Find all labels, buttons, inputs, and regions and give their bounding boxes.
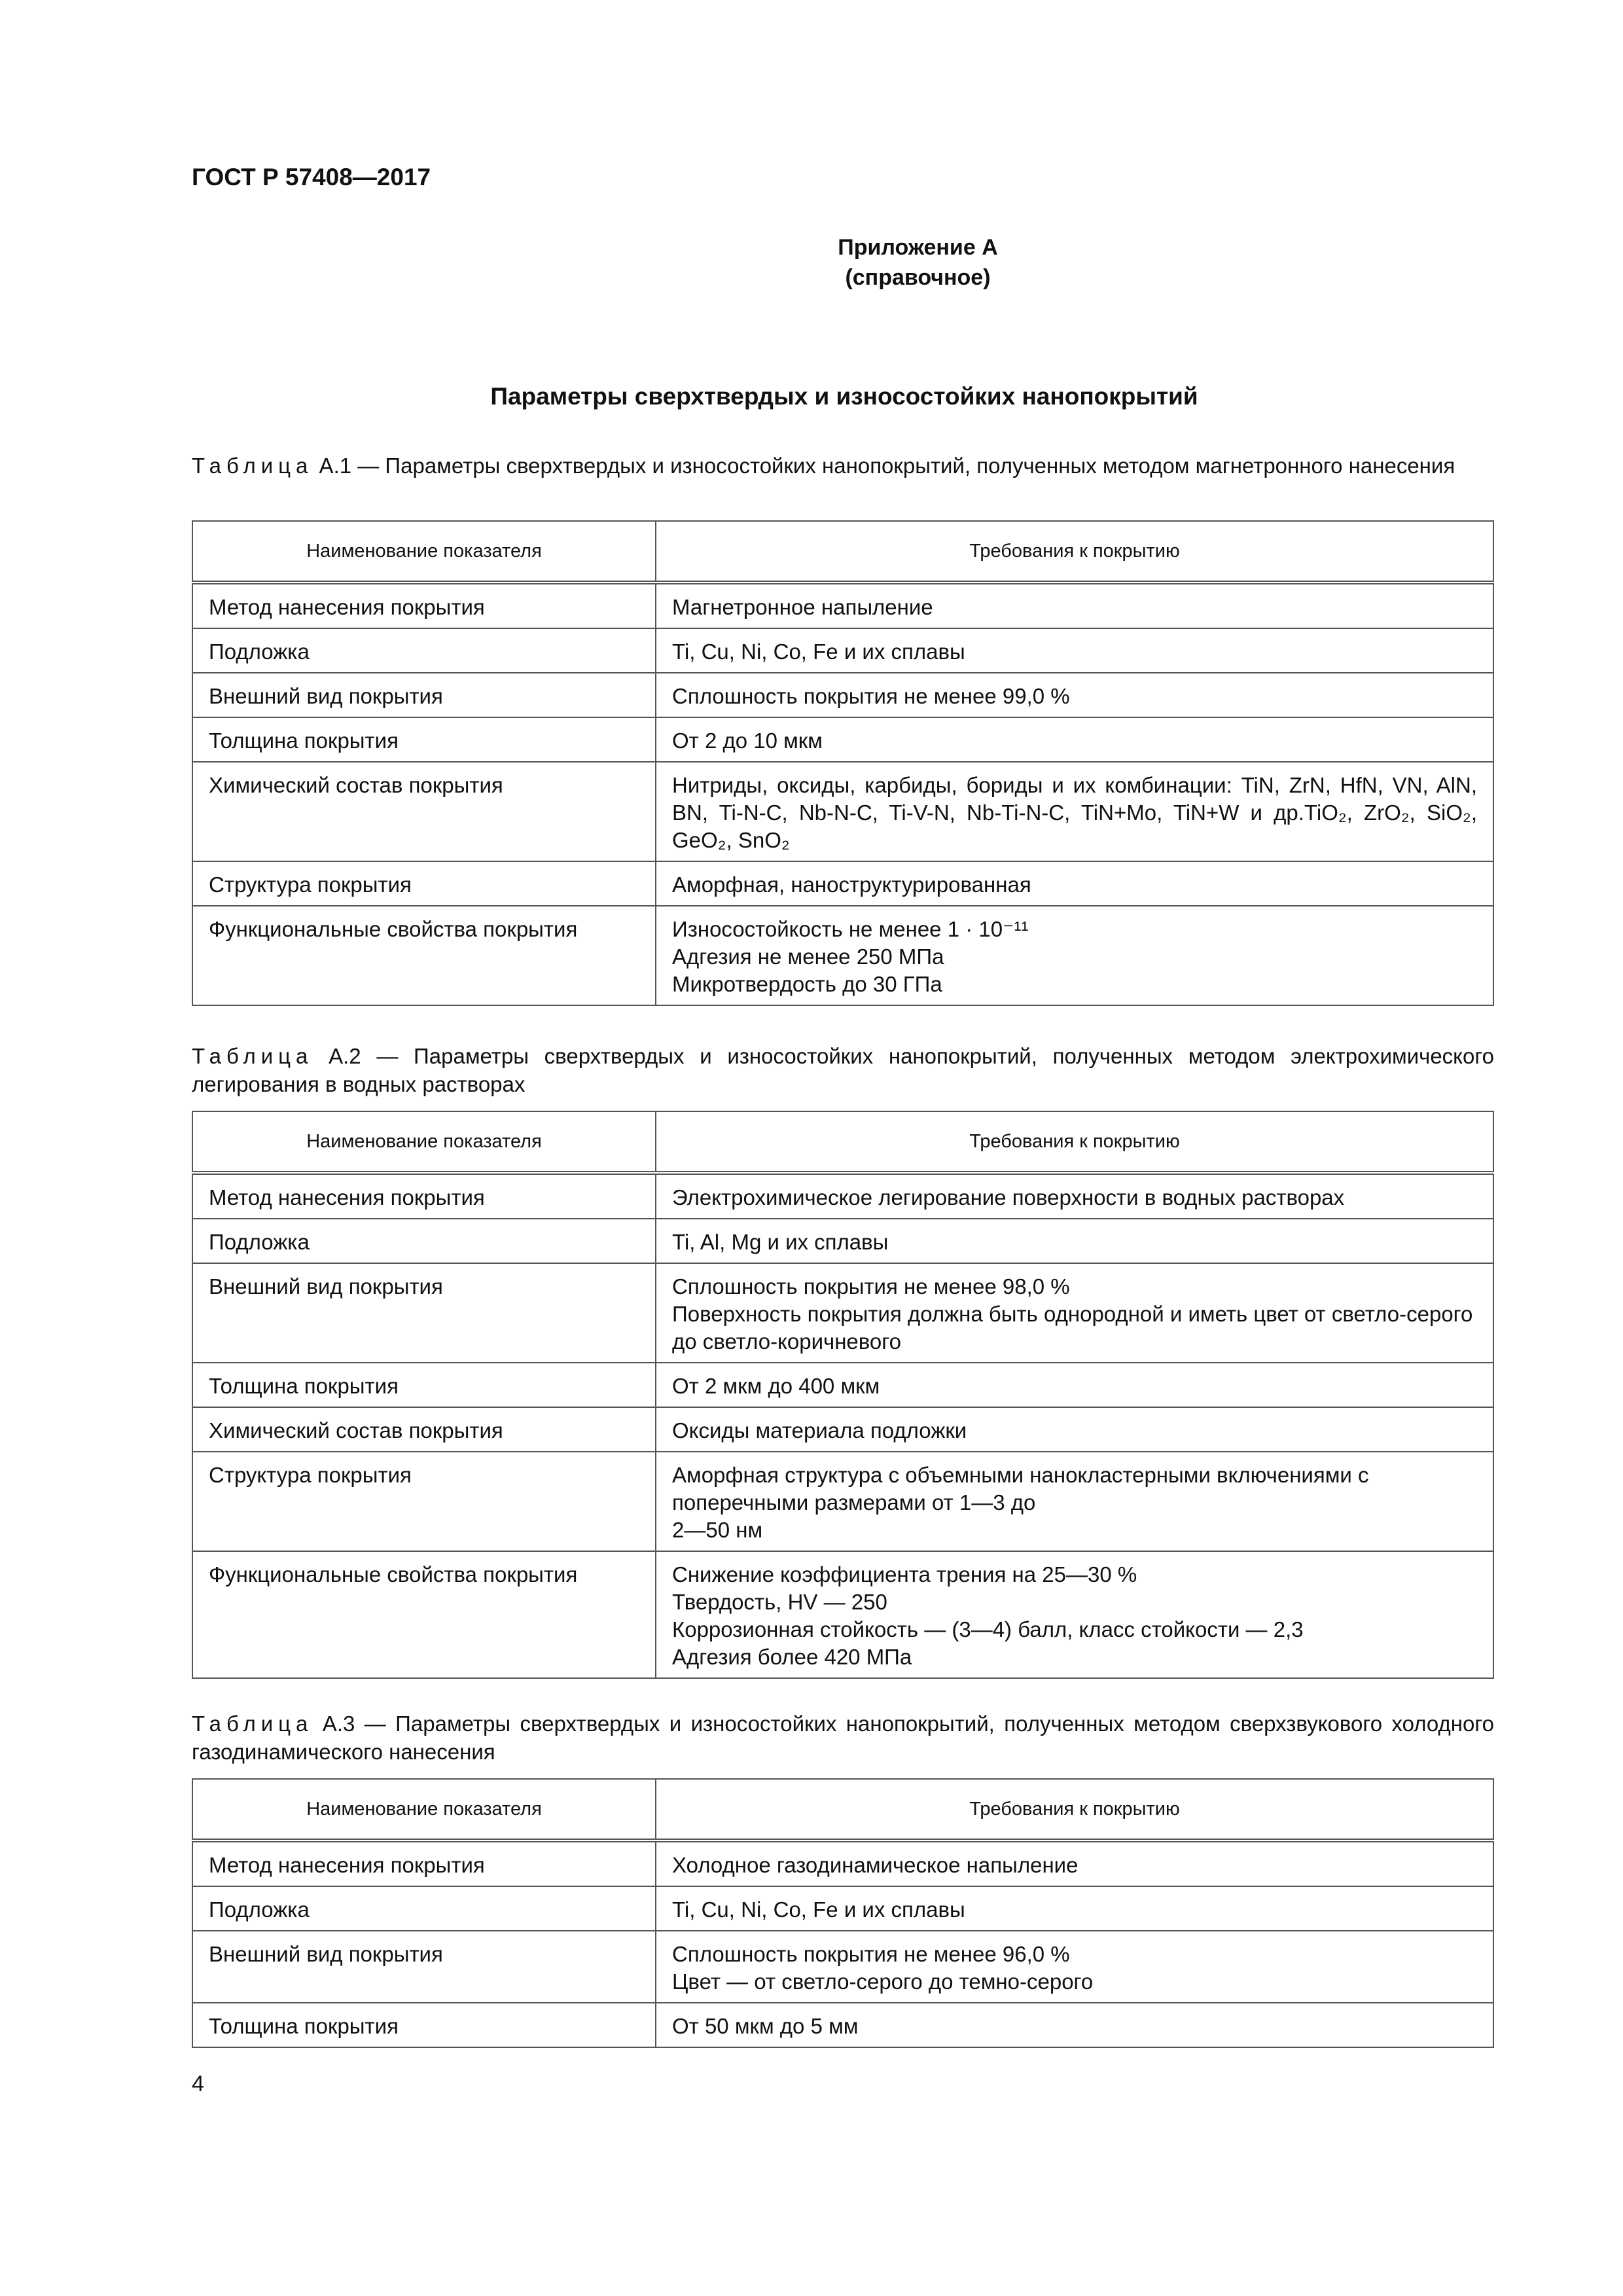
table-a3-caption-label: Таблица (192, 1712, 313, 1736)
parameter-name: Метод нанесения покрытия (192, 1173, 656, 1219)
table-a2-caption-text: А.2 — Параметры сверхтвердых и износостойких нанопокрытий, полученных методом электрохимического легирования в водных растворах (192, 1044, 1494, 1096)
parameter-value: От 2 до 10 мкм (656, 717, 1493, 762)
parameter-value: Оксиды материала подложки (656, 1407, 1493, 1452)
parameter-value: Ti, Al, Mg и их сплавы (656, 1219, 1493, 1263)
parameter-value: Ti, Cu, Ni, Co, Fe и их сплавы (656, 1886, 1493, 1931)
table-a1-caption-text: А.1 — Параметры сверхтвердых и износостойких нанопокрытий, полученных методом магнетронного нанесения (313, 454, 1455, 478)
table-row (192, 1931, 1493, 2003)
table-a1 (192, 520, 1494, 1006)
table-row (192, 717, 1493, 762)
table-row (192, 1173, 1493, 1219)
parameter-value: От 2 мкм до 400 мкм (656, 1363, 1493, 1407)
parameter-value: От 50 мкм до 5 мм (656, 2003, 1493, 2047)
parameter-value: Сплошность покрытия не менее 99,0 % (656, 673, 1493, 717)
parameter-name: Толщина покрытия (192, 717, 656, 762)
table-row (192, 1840, 1493, 1886)
table-header-row (192, 1111, 1493, 1173)
parameter-name: Внешний вид покрытия (192, 1263, 656, 1363)
parameter-value: Аморфная, наноструктурированная (656, 861, 1493, 906)
section-title (0, 383, 1623, 410)
parameter-name: Химический состав покрытия (192, 762, 656, 861)
parameter-name: Подложка (192, 1886, 656, 1931)
column-header-requirements: Требования к покрытию (656, 521, 1493, 583)
table-header-row (192, 521, 1493, 583)
table-a3-caption-text: А.3 — Параметры сверхтвердых и износостойких нанопокрытий, полученных методом сверхзвукового холодного газодинамического нанесения (192, 1712, 1494, 1764)
table-header-row (192, 1779, 1493, 1840)
parameter-name: Внешний вид покрытия (192, 1931, 656, 2003)
table-a1-caption-label: Таблица (192, 454, 313, 478)
parameter-value: Магнетронное напыление (656, 583, 1493, 628)
table-row (192, 1886, 1493, 1931)
appendix-heading (0, 232, 1623, 293)
column-header-requirements: Требования к покрытию (656, 1111, 1493, 1173)
parameter-name: Химический состав покрытия (192, 1407, 656, 1452)
parameter-name: Внешний вид покрытия (192, 673, 656, 717)
table-a2-caption (192, 1042, 1494, 1098)
table-a2 (192, 1111, 1494, 1679)
column-header-parameter: Наименование показателя (192, 1111, 656, 1173)
column-header-requirements: Требования к покрытию (656, 1779, 1493, 1840)
table-row (192, 1407, 1493, 1452)
parameter-name: Метод нанесения покрытия (192, 583, 656, 628)
parameter-value: Снижение коэффициента трения на 25—30 % Твердость, HV — 250 Коррозионная стойкость — (3—4) балл, класс стойкости — 2,3 Адгезия более 420 МПа (656, 1551, 1493, 1678)
document-id: ГОСТ Р 57408—2017 (192, 164, 431, 190)
parameter-name: Подложка (192, 1219, 656, 1263)
table-row (192, 583, 1493, 628)
parameter-name: Функциональные свойства покрытия (192, 906, 656, 1005)
appendix-title: Приложение А (838, 235, 998, 260)
table-row (192, 673, 1493, 717)
table-a3-caption (192, 1710, 1494, 1766)
parameter-name: Подложка (192, 628, 656, 673)
table-row (192, 1219, 1493, 1263)
parameter-name: Толщина покрытия (192, 1363, 656, 1407)
appendix-subtitle: (справочное) (845, 265, 991, 290)
column-header-parameter: Наименование показателя (192, 521, 656, 583)
table-row (192, 762, 1493, 861)
parameter-name: Функциональные свойства покрытия (192, 1551, 656, 1678)
parameter-value: Сплошность покрытия не менее 96,0 % Цвет — от светло-серого до темно-серого (656, 1931, 1493, 2003)
table-row (192, 2003, 1493, 2047)
parameter-value: Электрохимическое легирование поверхности в водных растворах (656, 1173, 1493, 1219)
parameter-name: Структура покрытия (192, 1452, 656, 1551)
table-row (192, 1263, 1493, 1363)
parameter-name: Метод нанесения покрытия (192, 1840, 656, 1886)
section-title-text: Параметры сверхтвердых и износостойких нанопокрытий (490, 383, 1198, 410)
parameter-value: Холодное газодинамическое напыление (656, 1840, 1493, 1886)
page-number: 4 (192, 2072, 204, 2096)
parameter-value: Нитриды, оксиды, карбиды, бориды и их комбинации: TiN, ZrN, HfN, VN, AlN, BN, Ti-N-C, Nb-N-C, Ti-V-N, Nb-Ti-N-C, TiN+Mo, TiN+W и др.TiO₂, ZrO₂, SiO₂, GeO₂, SnO₂ (656, 762, 1493, 861)
table-a2-caption-label: Таблица (192, 1044, 313, 1068)
parameter-name: Толщина покрытия (192, 2003, 656, 2047)
parameter-value: Аморфная структура с объемными нанокластерными включениями с поперечными размерами от 1—3 до 2—50 нм (656, 1452, 1493, 1551)
table-row (192, 1452, 1493, 1551)
column-header-parameter: Наименование показателя (192, 1779, 656, 1840)
parameter-value: Сплошность покрытия не менее 98,0 % Поверхность покрытия должна быть однородной и иметь цвет от светло-серого до светло-коричневого (656, 1263, 1493, 1363)
table-row (192, 861, 1493, 906)
table-row (192, 628, 1493, 673)
parameter-value: Износостойкость не менее 1 · 10⁻¹¹ Адгезия не менее 250 МПа Микротвердость до 30 ГПа (656, 906, 1493, 1005)
table-row (192, 1551, 1493, 1678)
table-row (192, 1363, 1493, 1407)
parameter-name: Структура покрытия (192, 861, 656, 906)
table-a3 (192, 1778, 1494, 2048)
table-row (192, 906, 1493, 1005)
parameter-value: Ti, Cu, Ni, Co, Fe и их сплавы (656, 628, 1493, 673)
table-a1-caption (192, 452, 1494, 480)
